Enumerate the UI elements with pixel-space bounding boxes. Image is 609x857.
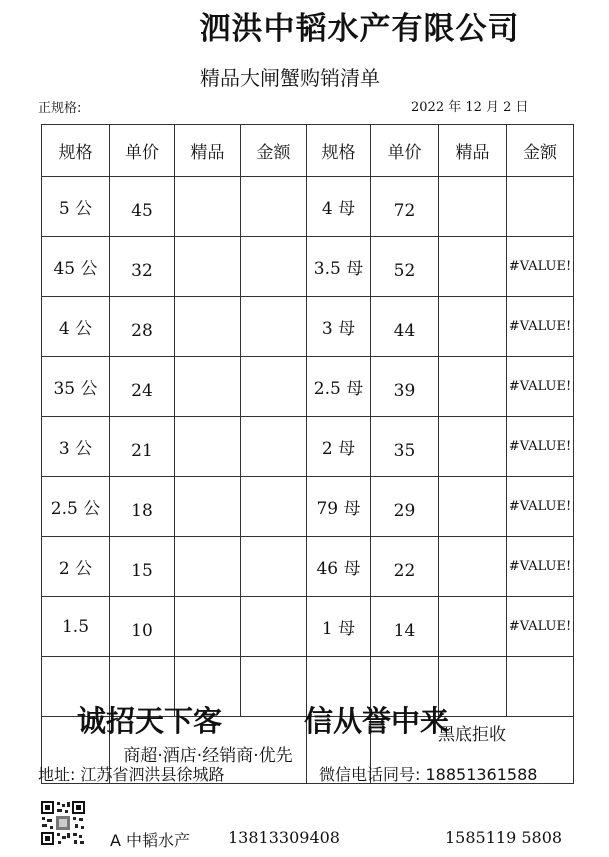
header-cell: 规格 [42, 125, 110, 177]
price-cell: 28 [110, 297, 175, 357]
address: 地址: 江苏省泗洪县徐城路 [38, 765, 225, 784]
price-cell: 18 [110, 477, 175, 537]
premium-cell [439, 297, 507, 357]
table-row [42, 357, 574, 417]
amount-cell: #VALUE! [507, 237, 574, 297]
amount-cell [241, 657, 307, 717]
amount-cell [241, 177, 307, 237]
amount-cell: #VALUE! [507, 417, 574, 477]
amount-cell [241, 357, 307, 417]
sales-table [41, 124, 574, 784]
phone-number-1: 13813309408 [228, 828, 340, 847]
spec-cell: 46 母 [307, 537, 371, 597]
amount-cell: #VALUE! [507, 537, 574, 597]
table-row [42, 597, 574, 657]
header-cell: 单价 [110, 125, 175, 177]
table-header-row [42, 125, 574, 177]
amount-cell [241, 237, 307, 297]
spec-cell: 1 母 [307, 597, 371, 657]
header-cell: 精品 [175, 125, 241, 177]
footer-priority-note: 商超·酒店·经销商·优先 [110, 717, 307, 784]
table-row [42, 477, 574, 537]
spec-cell: 35 公 [42, 357, 110, 417]
header-cell: 精品 [439, 125, 507, 177]
header-cell: 金额 [507, 125, 574, 177]
spec-cell: 2.5 母 [307, 357, 371, 417]
premium-cell [439, 477, 507, 537]
price-cell: 39 [371, 357, 439, 417]
spec-note: 正规格: [38, 101, 82, 116]
amount-cell: #VALUE! [507, 477, 574, 537]
price-cell: 45 [110, 177, 175, 237]
spec-cell: 2.5 公 [42, 477, 110, 537]
premium-cell [175, 177, 241, 237]
header-cell: 金额 [241, 125, 307, 177]
price-cell: 44 [371, 297, 439, 357]
amount-cell [241, 417, 307, 477]
table-row [42, 177, 574, 237]
table-row [42, 537, 574, 597]
phone-number-2: 1585119 5808 [445, 828, 563, 847]
slogan-right: 信从誉中来 [304, 704, 450, 738]
price-cell: 29 [371, 477, 439, 537]
premium-cell [175, 417, 241, 477]
amount-cell [241, 597, 307, 657]
spec-cell: 4 母 [307, 177, 371, 237]
premium-cell [175, 477, 241, 537]
amount-cell [241, 477, 307, 537]
price-cell: 72 [371, 177, 439, 237]
spec-cell: 1.5 [42, 597, 110, 657]
spec-cell: 79 母 [307, 477, 371, 537]
amount-cell [507, 657, 574, 717]
premium-cell [439, 357, 507, 417]
premium-cell [439, 537, 507, 597]
price-cell: 14 [371, 597, 439, 657]
amount-cell: #VALUE! [507, 597, 574, 657]
document-date: 2022 年 12 月 2 日 [411, 100, 529, 115]
premium-cell [175, 237, 241, 297]
spec-cell: 2 公 [42, 537, 110, 597]
spec-cell: 45 公 [42, 237, 110, 297]
premium-cell [175, 357, 241, 417]
price-cell: 21 [110, 417, 175, 477]
amount-cell: #VALUE! [507, 297, 574, 357]
spec-cell: 3.5 母 [307, 237, 371, 297]
premium-cell [439, 177, 507, 237]
price-cell: 52 [371, 237, 439, 297]
spec-cell: 3 母 [307, 297, 371, 357]
footer-reject-note: 黑底拒收 [371, 717, 574, 784]
price-cell: 32 [110, 237, 175, 297]
amount-cell [507, 177, 574, 237]
company-name: 泗洪中韬水产有限公司 [199, 11, 520, 47]
premium-cell [439, 237, 507, 297]
document-subtitle: 精品大闸蟹购销清单 [200, 66, 380, 90]
premium-cell [439, 417, 507, 477]
price-cell: 24 [110, 357, 175, 417]
table-row [42, 237, 574, 297]
price-cell: 35 [371, 417, 439, 477]
wechat-phone: 微信电话同号: 18851361588 [319, 765, 538, 784]
table-body [42, 125, 574, 717]
slogan-left: 诚招天下客 [77, 704, 223, 738]
price-cell: 10 [110, 597, 175, 657]
price-cell: 15 [110, 537, 175, 597]
spec-cell: 3 公 [42, 417, 110, 477]
table-row [42, 417, 574, 477]
amount-cell [241, 297, 307, 357]
price-cell: 22 [371, 537, 439, 597]
amount-cell: #VALUE! [507, 357, 574, 417]
table-row [42, 297, 574, 357]
spec-cell: 4 公 [42, 297, 110, 357]
premium-cell [175, 297, 241, 357]
spec-cell: 2 母 [307, 417, 371, 477]
amount-cell [241, 537, 307, 597]
qr-code-icon [40, 800, 86, 846]
premium-cell [175, 537, 241, 597]
premium-cell [175, 597, 241, 657]
spec-cell: 5 公 [42, 177, 110, 237]
header-cell: 规格 [307, 125, 371, 177]
shop-name: A 中韬水产 [110, 831, 191, 850]
premium-cell [439, 597, 507, 657]
header-cell: 单价 [371, 125, 439, 177]
